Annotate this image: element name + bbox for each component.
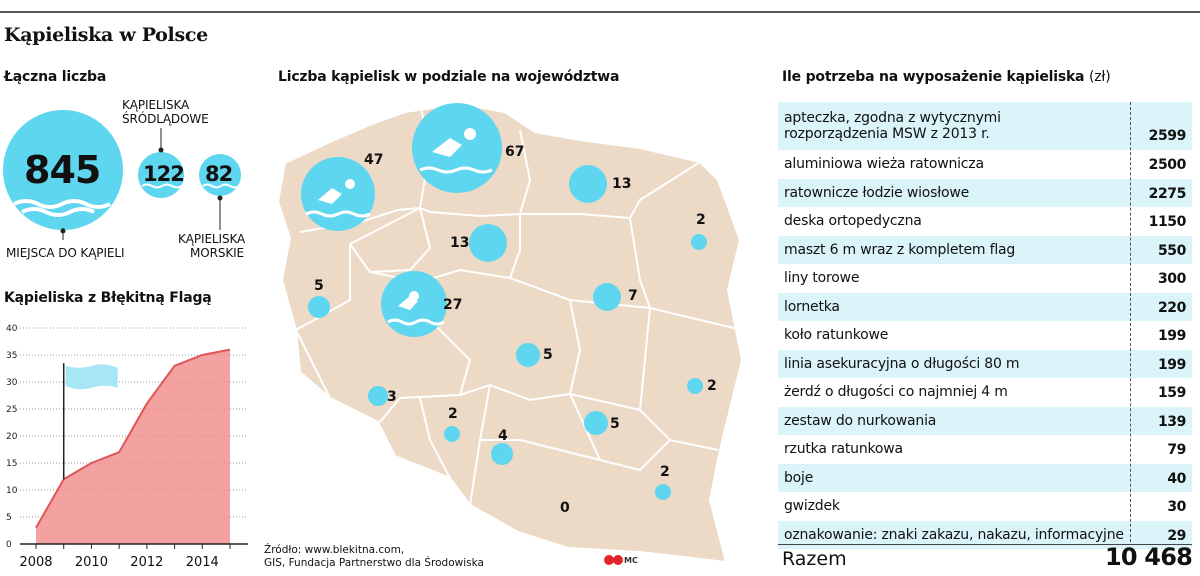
- item-name: zestaw do nurkowania: [784, 412, 937, 429]
- source-note: [264, 544, 484, 570]
- item-value: 30: [1167, 499, 1186, 515]
- item-name-line-2: rozporządzenia MSW z 2013 r.: [784, 126, 990, 142]
- item-name: linia asekuracyjna o długości 80 m: [784, 355, 1020, 372]
- blue-flag-icon: [66, 364, 118, 389]
- y-tick-label: 40: [6, 324, 18, 334]
- inland-label-1: KĄPIELISKA: [122, 98, 190, 112]
- region-value-lubuskie: 5: [314, 278, 324, 294]
- equipment-section-title: [782, 69, 1110, 85]
- x-tick-label: 2014: [185, 555, 219, 570]
- region-value-mazowieckie: 7: [628, 288, 638, 304]
- y-tick-label: 5: [6, 513, 12, 523]
- item-name: rzutka ratunkowa: [784, 441, 903, 457]
- item-name: [784, 110, 1001, 142]
- item-name: koło ratunkowe: [784, 327, 889, 343]
- source-line-1: Źródło: www.blekitna.com,: [264, 544, 405, 556]
- chart-title: Kąpieliska z Błękitną Flagą: [4, 290, 212, 306]
- sea-label-1: KĄPIELISKA: [178, 232, 246, 246]
- item-name-line-1: apteczka, zgodna z wytycznymi: [784, 110, 1001, 126]
- region-value-podlaskie: 2: [696, 212, 706, 228]
- brand-initials: MC: [624, 556, 638, 565]
- item-value: 2275: [1148, 185, 1186, 202]
- brand-logo: [604, 554, 624, 566]
- item-value: 29: [1167, 527, 1186, 544]
- x-tick-label: 2010: [74, 555, 108, 570]
- top-rule: [0, 11, 1200, 13]
- item-value: 220: [1157, 299, 1186, 316]
- item-name: lornetka: [784, 298, 840, 315]
- region-value-opolskie: 2: [448, 406, 458, 422]
- y-tick-label: 15: [6, 459, 18, 469]
- region-value-wielkopolskie: 27: [443, 297, 463, 313]
- item-value: 139: [1157, 413, 1186, 430]
- region-value-łódzkie: 5: [543, 347, 553, 363]
- item-value: 300: [1157, 271, 1186, 287]
- item-value: 1150: [1148, 214, 1186, 230]
- region-value-pomorskie: 67: [505, 144, 525, 160]
- region-value-kujawsko-pomorskie: 13: [450, 235, 470, 251]
- region-value-zachodniopomorskie: 47: [364, 152, 384, 168]
- item-name: boje: [784, 469, 814, 486]
- item-value: 2599: [1148, 128, 1186, 144]
- item-name: oznakowanie: znaki zakazu, nakazu, informacyjne: [784, 526, 1124, 543]
- region-value-śląskie: 4: [498, 428, 508, 444]
- total-section-title: Łączna liczba: [4, 69, 107, 85]
- value-column-separator: [1130, 102, 1131, 542]
- equipment-unit: (zł): [1089, 69, 1111, 85]
- total-value: 10 468: [1104, 543, 1192, 571]
- item-name: aluminiowa wieża ratownicza: [784, 156, 984, 172]
- item-value: 79: [1167, 442, 1186, 458]
- region-value-małopolskie: 0: [560, 500, 570, 516]
- region-value-świętokrzyskie: 5: [610, 416, 620, 432]
- item-value: 199: [1157, 328, 1186, 344]
- region-value-dolnośląskie: 3: [387, 389, 397, 405]
- page-title: Kąpieliska w Polsce: [4, 24, 208, 46]
- total-label: Razem: [782, 548, 847, 570]
- item-name: ratownicze łodzie wiosłowe: [784, 184, 970, 201]
- item-name: gwizdek: [784, 498, 840, 514]
- places-count: 845: [24, 148, 101, 192]
- poland-map: [0, 0, 1, 1]
- item-name: liny torowe: [784, 270, 860, 286]
- item-name: żerdź o długości co najmniej 4 m: [784, 384, 1008, 400]
- item-name: deska ortopedyczna: [784, 213, 922, 229]
- y-tick-label: 25: [6, 405, 18, 415]
- y-tick-label: 20: [6, 432, 18, 442]
- equipment-title-text: Ile potrzeba na wyposażenie kąpieliska: [782, 69, 1085, 85]
- region-value-warmińsko-mazurskie: 13: [612, 176, 632, 192]
- y-tick-label: 30: [6, 378, 18, 388]
- x-tick-label: 2008: [19, 555, 53, 570]
- item-value: 40: [1167, 470, 1186, 487]
- blue-flag-chart: [0, 316, 250, 572]
- source-line-2: GIS, Fundacja Partnerstwo dla Środowiska: [264, 557, 484, 569]
- item-value: 550: [1157, 242, 1186, 259]
- sea-count: 82: [205, 162, 233, 186]
- places-label: MIEJSCA DO KĄPIELI: [6, 246, 125, 260]
- item-name: maszt 6 m wraz z kompletem flag: [784, 241, 1016, 258]
- item-value: 159: [1157, 385, 1186, 401]
- map-section-title: Liczba kąpielisk w podziale na województwa: [278, 69, 620, 85]
- inland-label-2: ŚRÓDLĄDOWE: [122, 112, 209, 126]
- item-value: 2500: [1148, 157, 1186, 173]
- y-tick-label: 35: [6, 351, 18, 361]
- y-tick-label: 10: [6, 486, 18, 496]
- area-fill: [36, 350, 230, 544]
- sea-label-2: MORSKIE: [190, 246, 245, 260]
- inland-count: 122: [143, 162, 184, 186]
- item-value: 199: [1157, 356, 1186, 373]
- x-tick-label: 2012: [130, 555, 164, 570]
- y-tick-label: 0: [6, 540, 12, 550]
- region-value-podkarpackie: 2: [660, 464, 670, 480]
- region-value-lubelskie: 2: [707, 378, 717, 394]
